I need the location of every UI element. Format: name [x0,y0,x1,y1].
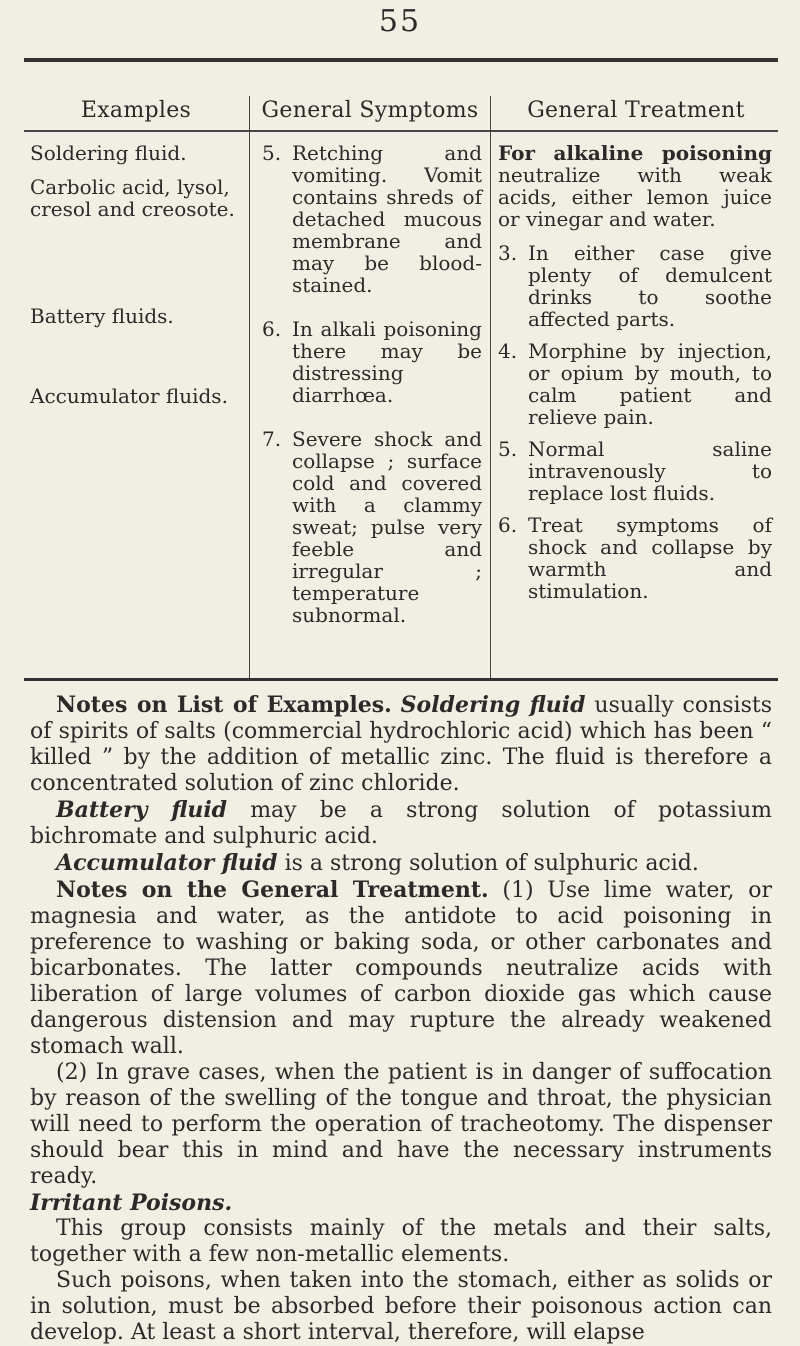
header-examples: Examples [80,98,192,123]
example-battery: Battery fluids. [30,304,174,328]
top-rule [24,58,778,62]
notes-paragraph: Such poisons, when taken into the stomach, either as solids or in solution, must be absorbed before their poisonous action can develop. At least a short interval, therefore, will elapse [30,1268,772,1345]
notes-paragraph: Notes on the General Treatment. (1) Use lime water, or magnesia and water, as the antidote to acid poisoning in preference to washing or baking soda, or other carbonates and bicarbonates. The latter compounds neutralize acids with liberation of large volumes of carbon dioxide gas which cause dangerous distension and may rupture the already weakened stomach wall. [30,877,772,1059]
notes-paragraph: (2) In grave cases, when the patient is in danger of suffocation by reason of the swelling of the tongue and throat, the physician will need to perform the operation of tracheotomy. The dispenser should bear this in mind and have the necessary instruments ready. [30,1060,772,1189]
example-soldering: Soldering fluid. [30,141,187,165]
page-number: 55 [378,4,422,39]
section-heading: Irritant Poisons. [30,1190,233,1216]
examples-column [30,142,242,407]
example-carbolic: Carbolic acid, lysol, cresol and creosote. [30,175,235,221]
header-rule [24,130,778,132]
notes-examples-heading: Notes on List of Examples. [56,692,392,718]
treatment-item: 4. Morphine by injection, or opium by mouth, to calm patient and relieve pain. [498,339,772,429]
symptoms-column [262,142,482,626]
treatment-item: 6. Treat symptoms of shock and collapse by warmth and stimulation. [498,513,772,603]
symptom-item: 5. Retching and vomiting. Vomit contains shreds of detached mucous membrane and may be blood-stained. [262,141,482,297]
treatment-item: 5. Normal saline intravenously to replace lost fluids. [498,437,772,505]
column-divider-2 [490,96,491,678]
treatment-intro: For alkaline poisoning neutralize with weak acids, either lemon juice or vinegar and water. [498,141,772,231]
treatment-item: 3. In either case give plenty of demulcent drinks to soothe affected parts. [498,241,772,331]
table-bottom-rule [24,678,778,681]
symptom-item: 7. Severe shock and collapse ; surface cold and covered with a clammy sweat; pulse very feeble and irregular ; temperature subnormal. [262,427,482,627]
symptom-item: 6. In alkali poisoning there may be distressing diarrhœa. [262,317,482,407]
header-symptoms: General Symptoms [261,98,479,123]
notes-paragraph: Accumulator fluid is a strong solution of sulphuric acid. [56,850,699,876]
header-treatment: General Treatment [527,98,745,123]
notes-treatment-heading: Notes on the General Treatment. [56,877,489,903]
notes-paragraph: Battery fluid may be a strong solution of potassium bichromate and sulphuric acid. [30,797,772,849]
column-divider-1 [249,96,250,678]
notes-body [30,692,772,1346]
notes-paragraph: This group consists mainly of the metals and their salts, together with a few non-metallic elements. [30,1216,772,1267]
treatment-column [498,142,772,602]
example-accumulator: Accumulator fluids. [30,384,228,408]
notes-paragraph: Notes on List of Examples. Soldering fluid usually consists of spirits of salts (commercial hydrochloric acid) which has been “ killed ” by the addition of metallic zinc. The fluid is therefore a concentrated solution of zinc chloride. [30,692,772,796]
